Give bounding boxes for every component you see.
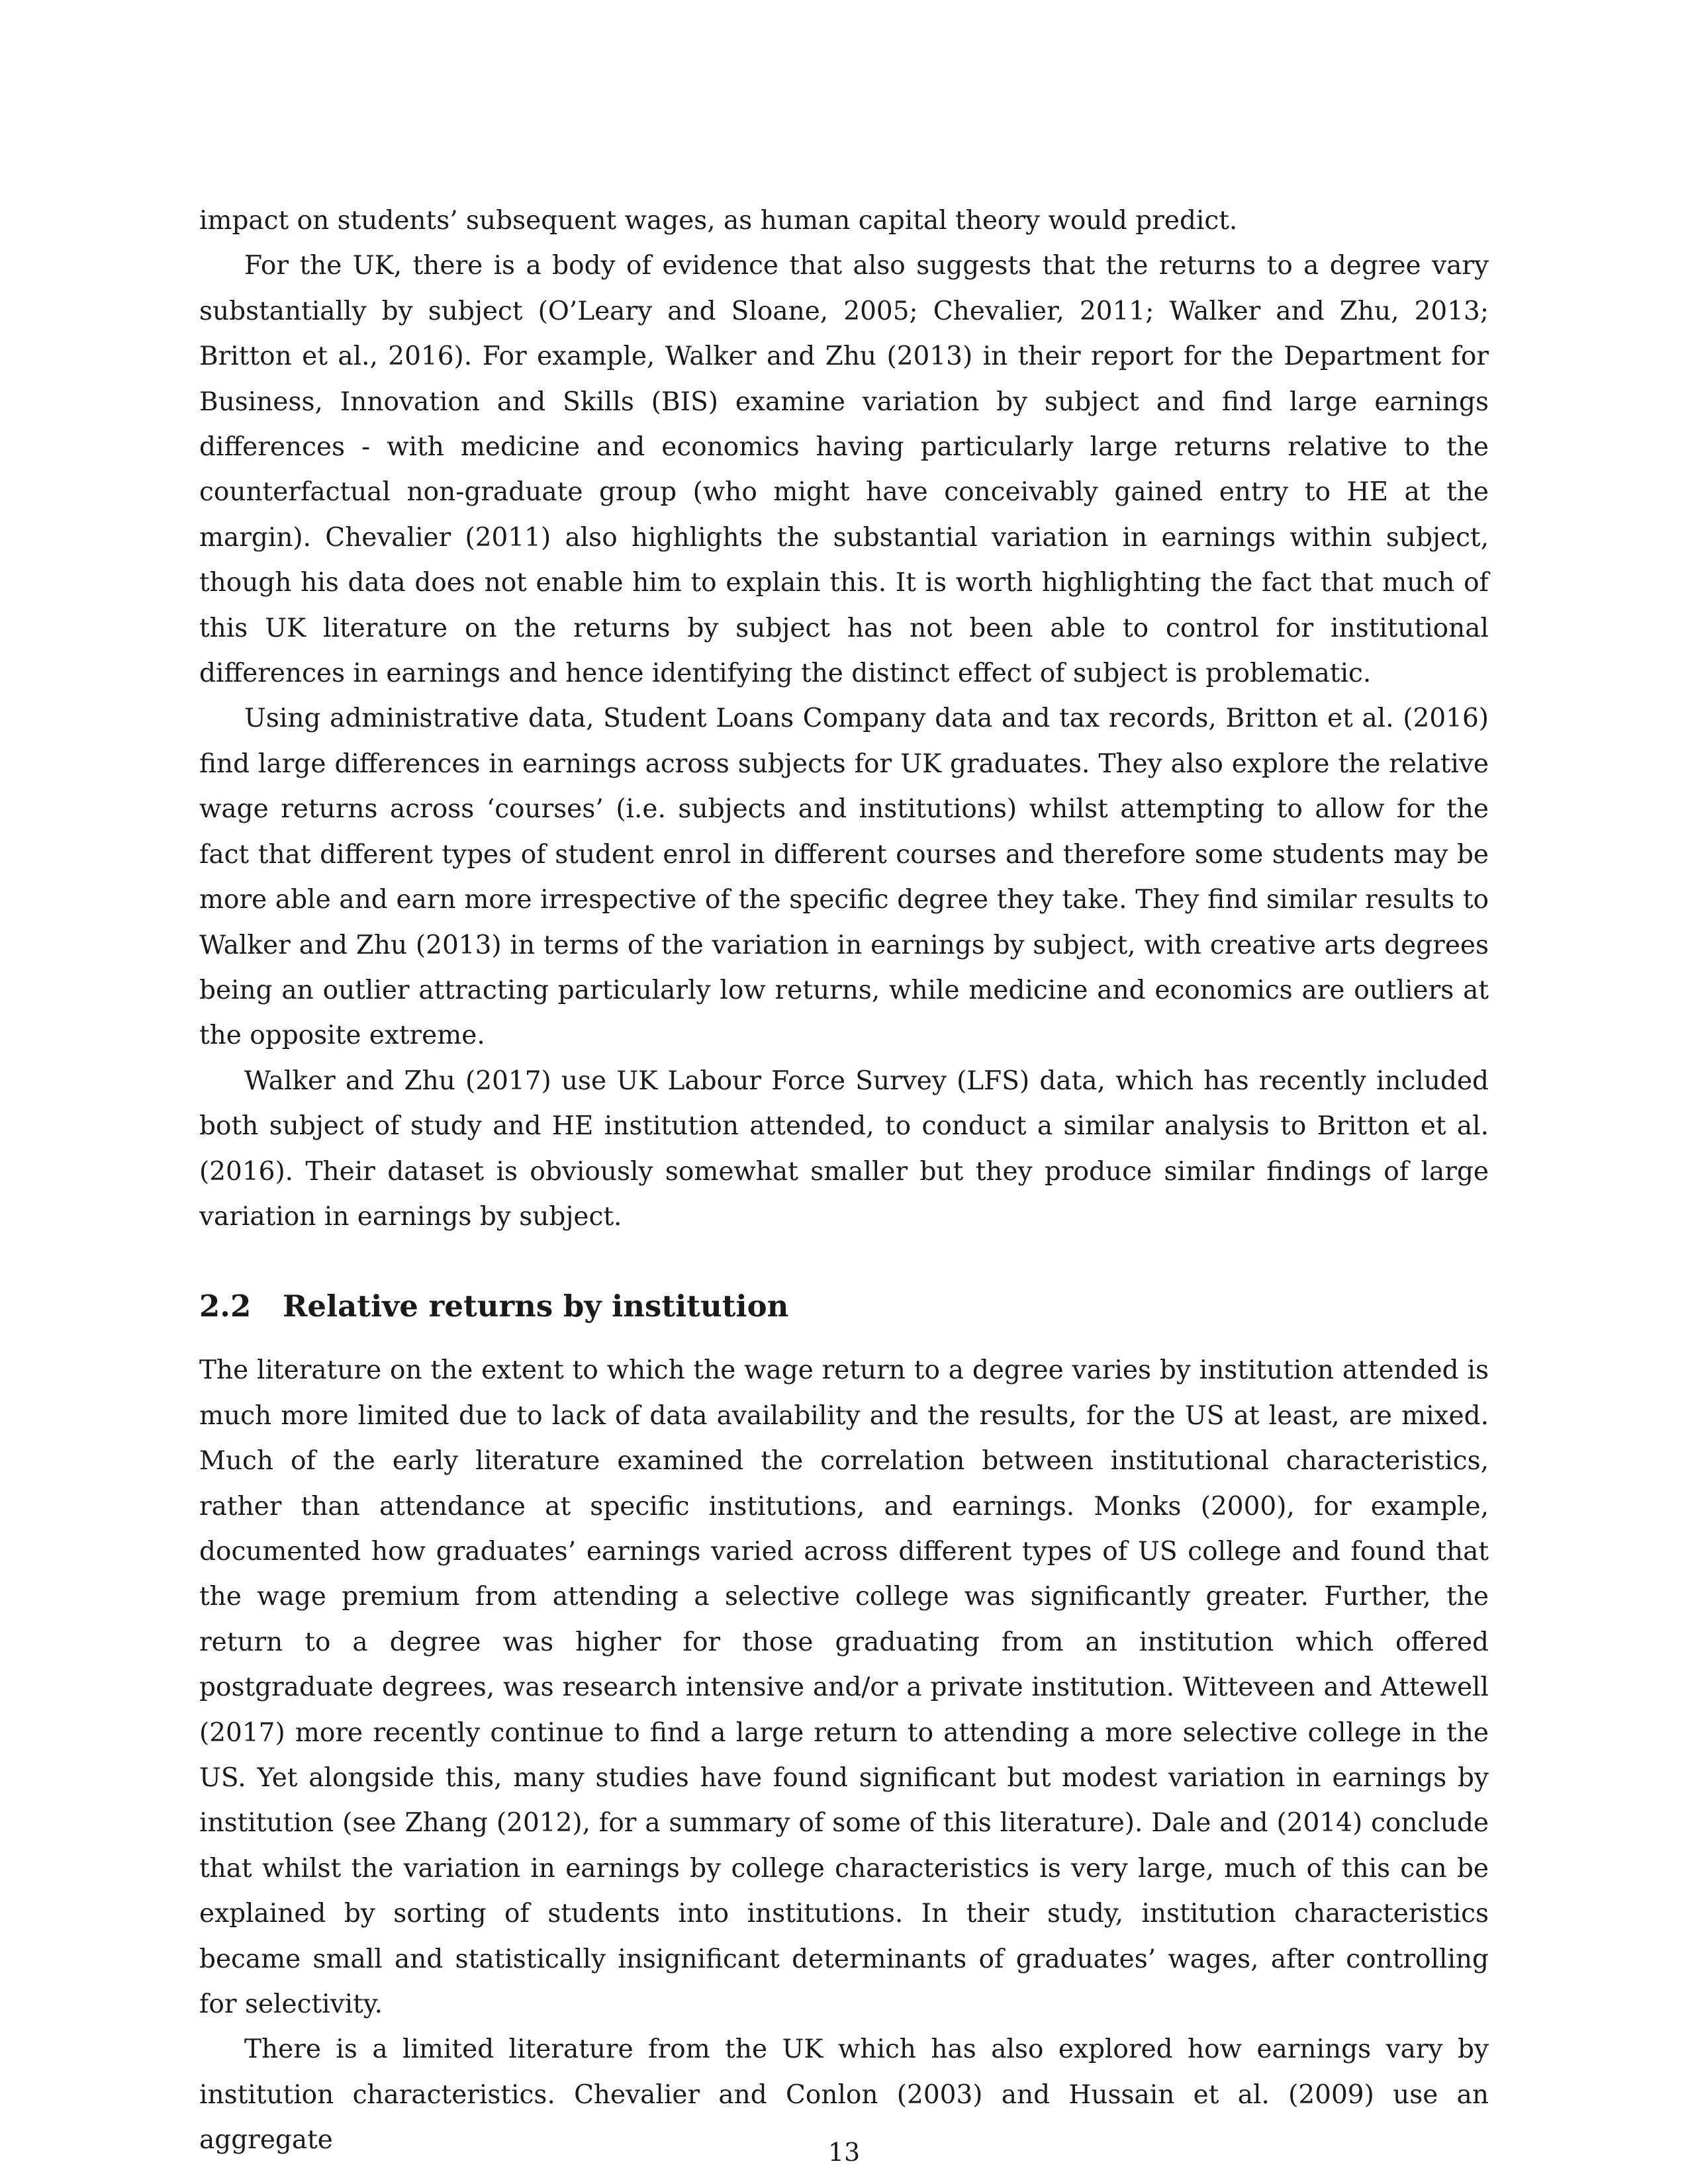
page-body [199,199,1489,2163]
paragraph-lfs-data: Walker and Zhu (2017) use UK Labour Force Survey (LFS) data, which has recently included both subject of study and HE institution attended, to conduct a similar analysis to Britton et al. (2016). Their dataset is obviously somewhat smaller but they produce similar findings of large variation in earnings by subject. [199,1066,1489,1232]
section-title: Relative returns by institution [283,1289,789,1324]
section-number: 2.2 [199,1289,252,1324]
paragraph-institution-literature: The literature on the extent to which the wage return to a degree varies by institution attended is much more limited due to lack of data availability and the results, for the US at least, are mixed. Much of the early literature examined the correlation between institutional characteristics, rather than attendance at specific institutions, and earnings. Monks (2000), for example, documented how graduates’ earnings varied across different types of US college and found that the wage premium from attending a selective college was significantly greater. Further, the return to a degree was higher for those graduating from an institution which offered postgraduate degrees, was research intensive and/or a private institution. Witteveen and Attewell (2017) more recently continue to find a large return to attending a more selective college in the US. Yet alongside this, many studies have found significant but modest variation in earnings by institution (see Zhang (2012), for a summary of some of this literature). Dale and (2014) conclude that whilst the variation in earnings by college characteristics is very large, much of this can be explained by sorting of students into institutions. In their study, institution characteristics became small and statistically insignificant determinants of graduates’ wages, after controlling for selectivity. [199,1355,1489,2020]
paragraph-continuation: impact on students’ subsequent wages, as human capital theory would predict. [199,206,1238,236]
paragraph-administrative-data: Using administrative data, Student Loans Company data and tax records, Britton et al. (2016) find large differences in earnings across subjects for UK graduates. They also explore the relative wage returns across ‘courses’ (i.e. subjects and institutions) whilst attempting to allow for the fact that different types of student enrol in different courses and therefore some students may be more able and earn more irrespective of the specific degree they take. They find similar results to Walker and Zhu (2013) in terms of the variation in earnings by subject, with creative arts degrees being an outlier attracting particularly low returns, while medicine and economics are outliers at the opposite extreme. [199,704,1489,1051]
paragraph-uk-institution-literature: There is a limited literature from the UK which has also explored how earnings vary by institution characteristics. Chevalier and Conlon (2003) and Hussain et al. (2009) use an aggregate [199,2034,1489,2156]
section-heading [199,1287,1489,1326]
page-number: 13 [827,2138,861,2167]
paragraph-uk-subject-returns: For the UK, there is a body of evidence that also suggests that the returns to a degree vary substantially by subject (O’Leary and Sloane, 2005; Chevalier, 2011; Walker and Zhu, 2013; Britton et al., 2016). For example, Walker and Zhu (2013) in their report for the Department for Business, Innovation and Skills (BIS) examine variation by subject and find large earnings differences - with medicine and economics having particularly large returns relative to the counterfactual non-graduate group (who might have conceivably gained entry to HE at the margin). Chevalier (2011) also highlights the substantial variation in earnings within subject, though his data does not enable him to explain this. It is worth highlighting the fact that much of this UK literature on the returns by subject has not been able to control for institutional differences in earnings and hence identifying the distinct effect of subject is problematic. [199,251,1489,689]
